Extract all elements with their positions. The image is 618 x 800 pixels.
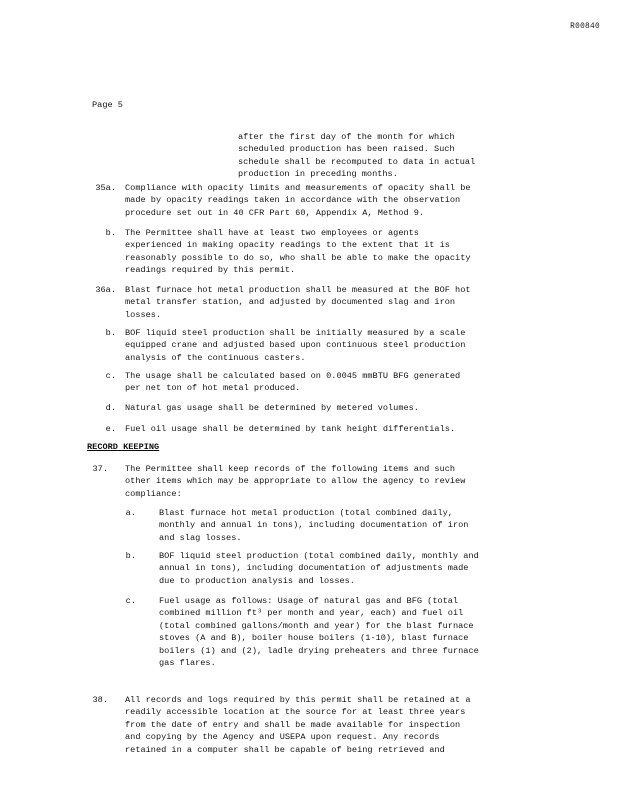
subitem-label-37c: c. xyxy=(125,596,136,606)
item-text-35a: Compliance with opacity limits and measurements of opacity shall be made by opacity readings taken in accordance with the observation procedure set out in 40 CFR Part 60, Appendix A, Method 9. xyxy=(125,183,471,218)
item-text-36b: BOF liquid steel production shall be initially measured by a scale equipped crane and adjusted based upon continuous steel production analysis of the continuous casters. xyxy=(125,328,466,363)
page-number: Page 5 xyxy=(92,100,123,110)
item-label-35b: b. xyxy=(105,228,116,238)
item-label-36a: 36a. xyxy=(95,285,116,295)
section-heading: RECORD KEEPING xyxy=(87,442,160,452)
item-text-36d: Natural gas usage shall be determined by metered volumes. xyxy=(125,403,419,413)
subitem-text-37a: Blast furnace hot metal production (total combined daily, monthly and annual in tons), including documentation of iron and slag losses. xyxy=(159,508,469,543)
item-label-36b: b. xyxy=(105,328,116,338)
item-label-37: 37. xyxy=(92,464,108,474)
subitem-text-37c: Fuel usage as follows: Usage of natural gas and BFG (total combined million ft³ per month and year, each) and fuel oil (total combined gallons/month and year) for the blast furnace stoves (A and B), boiler house boilers (1-10), blast furnace boilers (1) and (2), ladle drying preheaters and three furnace gas flares. xyxy=(159,596,479,669)
item-label-36e: e. xyxy=(105,424,116,434)
subitem-text-37b: BOF liquid steel production (total combined daily, monthly and annual in tons), including documentation of adjustments made due to production analysis and losses. xyxy=(159,551,479,586)
item-label-38: 38. xyxy=(92,695,108,705)
subitem-label-37a: a. xyxy=(125,508,136,518)
continuation-paragraph: after the first day of the month for which scheduled production has been raised. Such schedule shall be recomputed to data in actual production in preceding months. xyxy=(238,132,476,180)
item-text-36a: Blast furnace hot metal production shall be measured at the BOF hot metal transfer station, and adjusted by documented slag and iron losses. xyxy=(125,285,471,320)
item-intro-37: The Permittee shall keep records of the following items and such other items which may be appropriate to allow the agency to review compliance: xyxy=(125,464,466,499)
item-label-36d: d. xyxy=(105,403,116,413)
item-label-36c: c. xyxy=(105,371,116,381)
document-id: R00840 xyxy=(570,23,600,31)
item-text-35b: The Permittee shall have at least two employees or agents experienced in making opacity readings to the extent that it is reasonably possible to do so, who shall be able to make the opacity readings required by this permit. xyxy=(125,228,471,276)
item-label-35a: 35a. xyxy=(95,183,116,193)
item-text-36c: The usage shall be calculated based on 0.0045 mmBTU BFG generated per net ton of hot metal produced. xyxy=(125,371,461,394)
subitem-label-37b: b. xyxy=(125,551,136,561)
item-text-38: All records and logs required by this permit shall be retained at a readily accessible location at the source for at least three years from the date of entry and shall be made available for inspection and copying by the Agency and USEPA upon request. Any records retained in a computer shall be capable of being retrieved and xyxy=(125,695,471,755)
item-text-36e: Fuel oil usage shall be determined by tank height differentials. xyxy=(125,424,456,434)
